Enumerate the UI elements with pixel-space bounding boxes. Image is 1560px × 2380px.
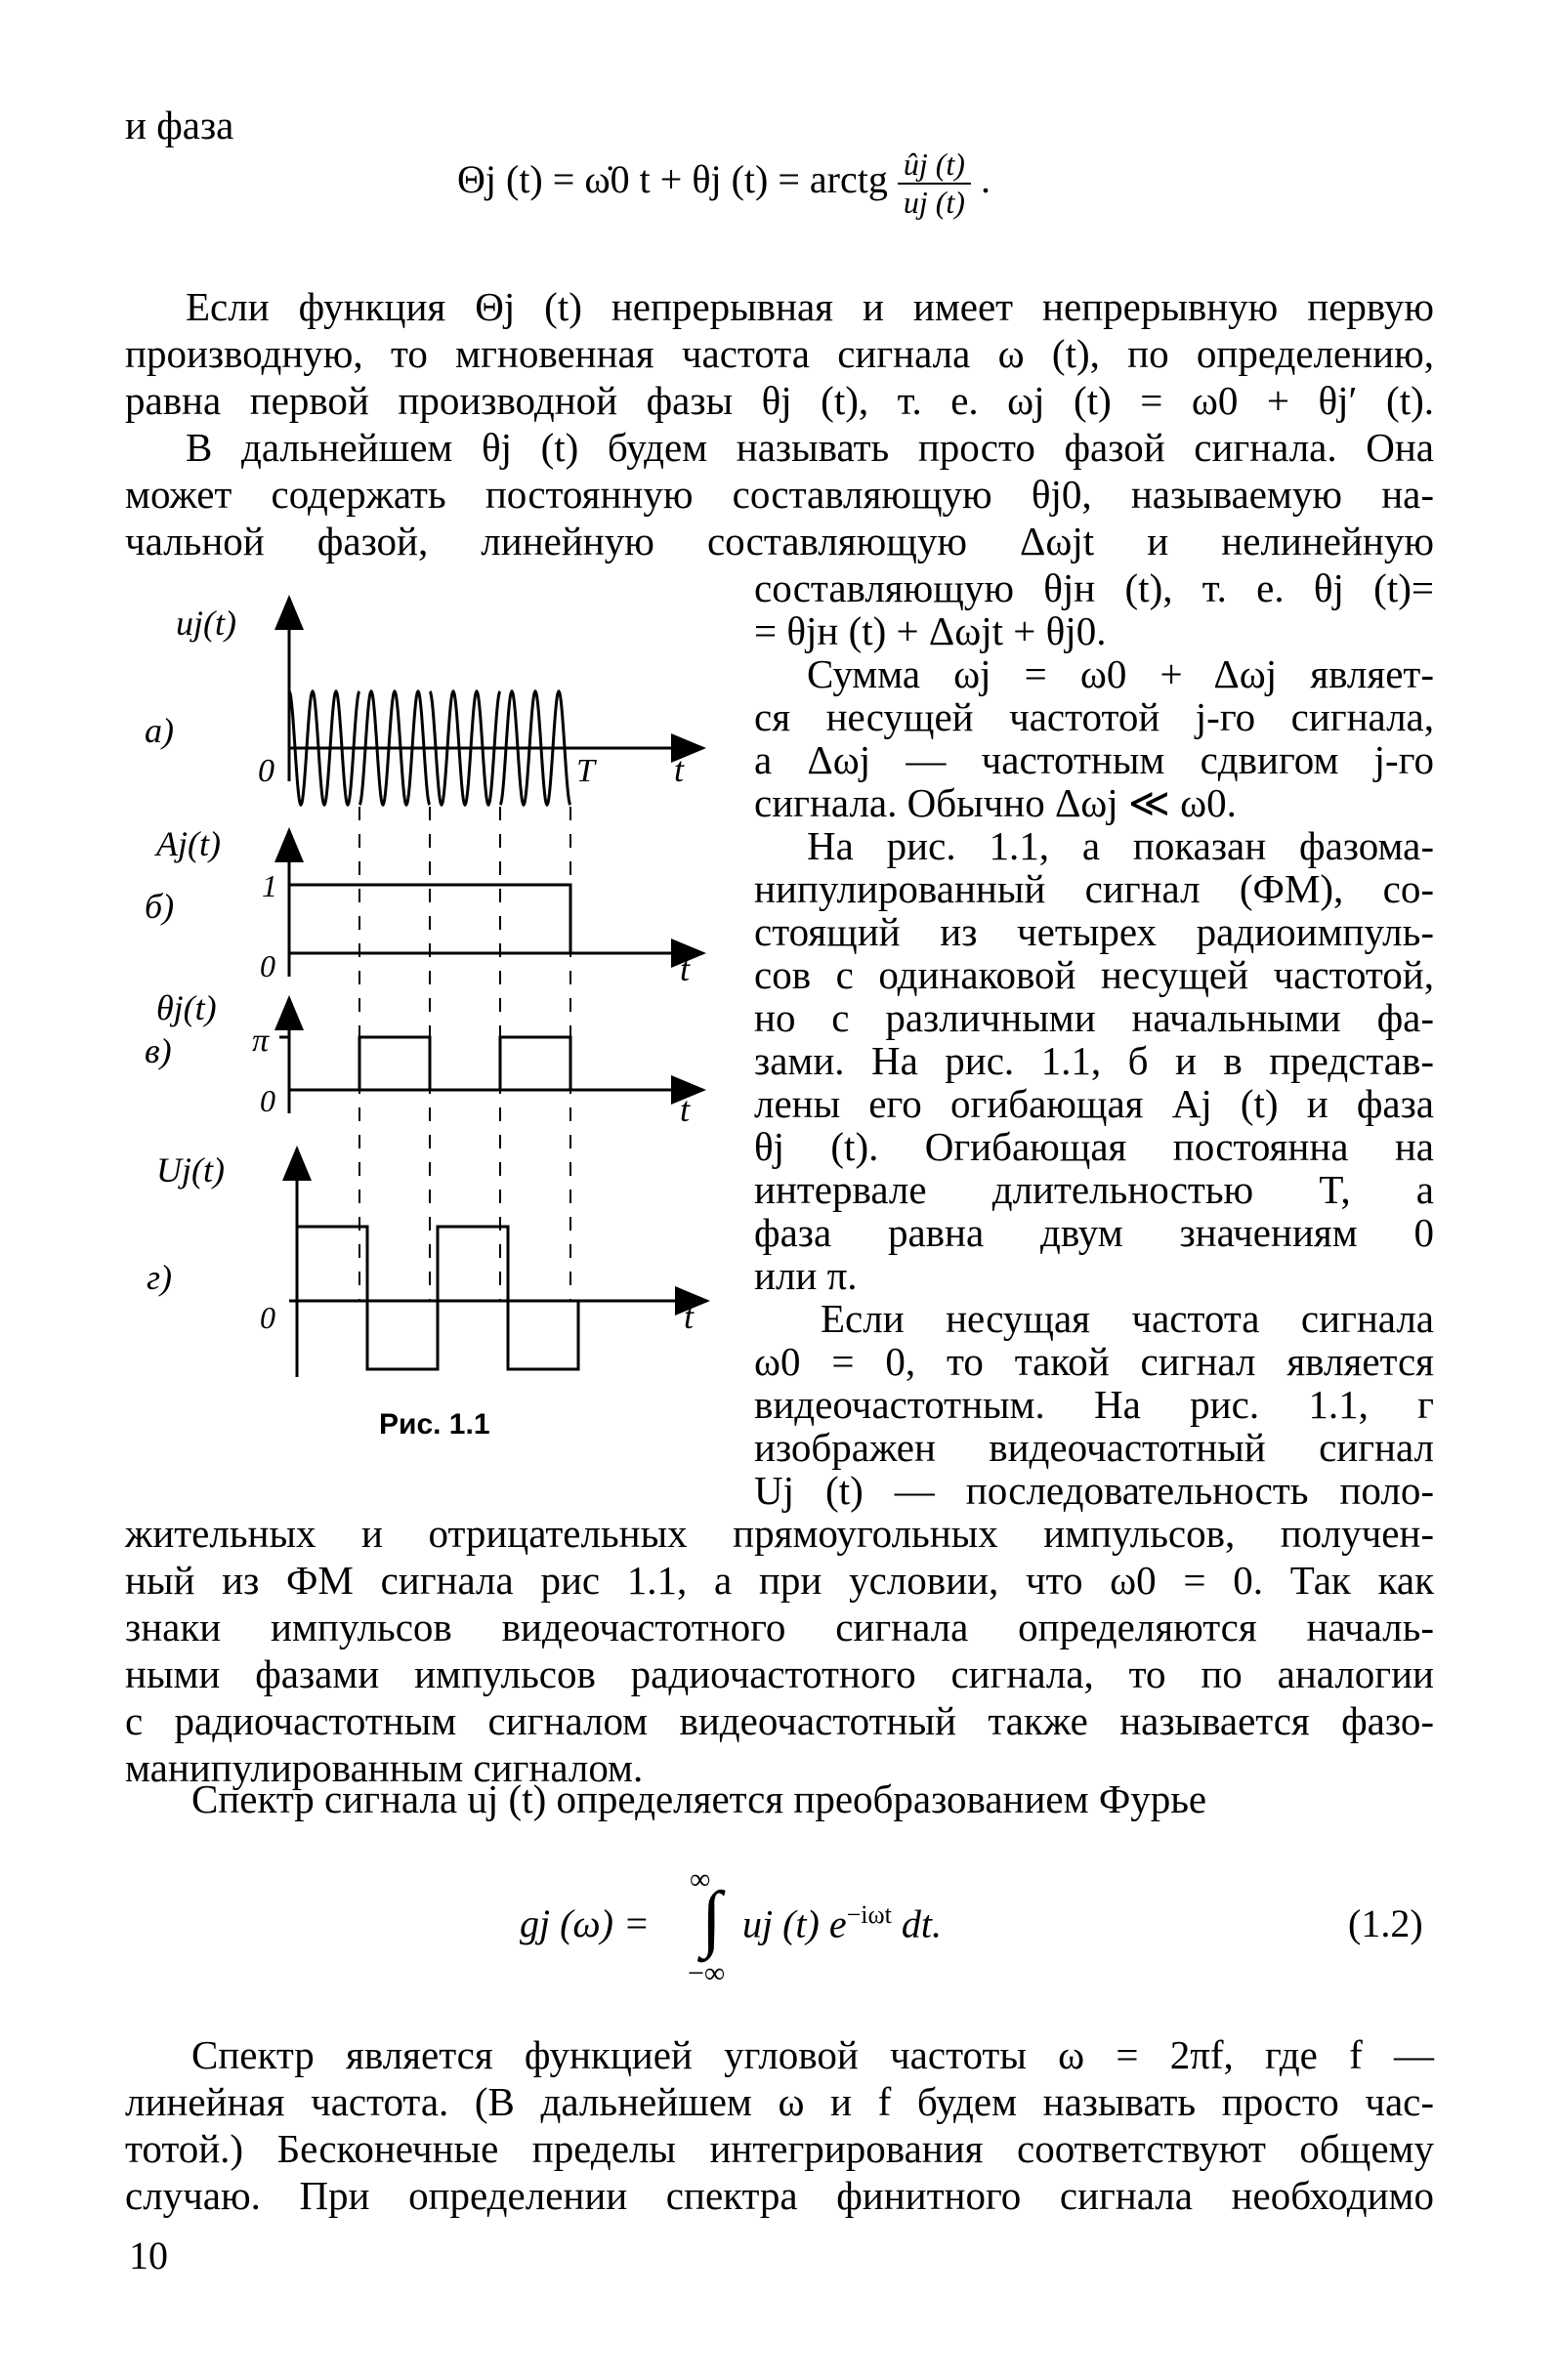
side-line-15: интервале длительностью T, а [754,1167,1434,1212]
side-line-1: составляющую θjн (t), т. е. θj (t)= [754,565,1434,610]
video-pulses [297,1227,578,1369]
side-line-17: или π. [754,1253,858,1298]
phase-step-4 [500,1037,570,1090]
panel-b-level: 1 [262,868,277,903]
panel-d-ylabel: Uj(t) [156,1150,225,1190]
side-line-7: На рис. 1.1, а показан фазома- [807,823,1434,868]
eq2-upper-limit: ∞ [690,1863,711,1896]
side-line-8: нипулированный сигнал (ФМ), со- [754,866,1434,911]
side-line-12: зами. На рис. 1.1, б и в представ- [754,1038,1434,1083]
integral-sign: ∫ [701,1877,722,1959]
eq2-number: (1.2) [1348,1901,1423,1945]
panel-d-t-label: t [684,1297,695,1336]
side-line-16: фаза равна двум значениям 0 [754,1210,1434,1255]
panel-c-phase [279,1037,570,1090]
para3-line-2: ный из ФМ сигнала рис 1.1, а при условии, что ω0 = 0. Так как [125,1558,1434,1603]
panel-c-level: π [252,1023,270,1059]
panel-d-origin: 0 [260,1300,275,1335]
eq2-lhs: gj (ω) = [520,1901,650,1945]
side-line-5: а Δωj — частотным сдвигом j-го [754,737,1434,782]
eq2-exponent: −iωt [846,1900,892,1929]
intro-text: и фаза [125,103,234,147]
side-line-21: изображен видеочастотный сигнал [754,1425,1434,1470]
para5-line-4: случаю. При определении спектра финитного сигнала необходимо [125,2173,1434,2218]
panel-c [145,988,703,1129]
para3-line-1: жительных и отрицательных прямоугольных импульсов, получен- [125,1511,1434,1556]
para3-line-3: знаки импульсов видеочастотного сигнала определяются началь- [125,1605,1434,1649]
panel-b [145,824,703,988]
panel-d-video-signal [297,1227,578,1369]
phase-step-2 [359,1037,430,1090]
side-line-9: стоящий из четырех радиоимпуль- [754,909,1434,954]
panel-b-ylabel: Aj(t) [156,824,221,863]
panel-a-T-label: T [576,753,595,789]
para3-line-5: с радиочастотным сигналом видеочастотный также называется фазо- [125,1698,1434,1743]
para3-line-6: манипулированным сигналом. [125,1745,644,1790]
para1-line-3: равна первой производной фазы θj (t), т. е. ωj (t) = ω0 + θj′ (t). [125,378,1434,423]
para5-line-3: тотой.) Бесконечные пределы интегрирования соответствуют общему [125,2126,1434,2171]
panel-b-label: б) [145,887,175,926]
side-line-19: ω0 = 0, то такой сигнал является [754,1339,1434,1384]
side-line-4: ся несущей частотой j-го сигнала, [754,694,1434,739]
panel-d-label: г) [147,1258,173,1297]
eq1-end: . [980,157,991,202]
side-line-2: = θjн (t) + Δωjt + θj0. [754,608,1107,653]
panel-c-label: в) [145,1031,172,1070]
panel-c-t-label: t [680,1090,691,1129]
para5-line-1: Спектр является функцией угловой частоты ω = 2πf, где f — [191,2032,1434,2077]
side-line-18: Если несущая частота сигнала [821,1296,1434,1341]
panel-a-label: а) [145,711,174,750]
eq2-lower-limit: −∞ [688,1957,726,1989]
side-line-10: сов с одинаковой несущей частотой, [754,952,1434,997]
side-line-3: Сумма ωj = ω0 + Δωj являет- [807,651,1434,696]
para3-line-4: ными фазами импульсов радиочастотного сигнала, то по аналогии [125,1651,1434,1696]
side-line-6: сигнала. Обычно Δωj ≪ ω0. [754,780,1237,825]
para1-line-1: Если функция Θj (t) непрерывная и имеет непрерывную первую [186,284,1434,329]
figure-caption: Рис. 1.1 [379,1408,490,1441]
para4: Спектр сигнала uj (t) определяется преобразованием Фурье [191,1776,1207,1821]
panel-b-origin: 0 [260,948,275,983]
panel-d [147,1148,707,1377]
para1-line-2: производную, то мгновенная частота сигнала ω (t), по определению, [125,331,1434,376]
eq1-denominator: uj (t) [903,185,965,220]
panel-c-ylabel: θj(t) [156,988,217,1027]
page-number: 10 [129,2234,168,2277]
para2-line-2: может содержать постоянную составляющую θj0, называемую на- [125,472,1434,517]
para5-line-2: линейная частота. (В дальнейшем ω и f будем называть просто час- [125,2079,1434,2124]
panel-a-ylabel: uj(t) [176,604,236,643]
side-line-14: θj (t). Огибающая постоянна на [754,1124,1434,1169]
side-line-20: видеочастотным. На рис. 1.1, г [754,1382,1434,1427]
para2-line-1: В дальнейшем θj (t) будем называть просто фазой сигнала. Она [186,425,1434,470]
panel-a-t-label: t [674,750,685,789]
panel-a-origin: 0 [258,753,274,789]
eq1-numerator: ûj (t) [898,146,971,185]
panel-c-origin: 0 [260,1083,275,1118]
side-line-11: но с различными начальными фа- [754,995,1434,1040]
panel-b-t-label: t [680,949,691,988]
panel-a [145,598,703,805]
eq2-dt: dt. [891,1901,942,1946]
side-line-22: Uj (t) — последовательность поло- [754,1468,1434,1513]
eq2-integrand-text: uj (t) e [742,1901,847,1946]
eq1-lhs: Θj (t) = ω̇0 t + θj (t) = arctg [457,157,888,202]
side-line-13: лены его огибающая Aj (t) и фаза [754,1081,1434,1126]
para2-line-3: чальной фазой, линейную составляющую Δωjt и нелинейную [125,519,1434,564]
